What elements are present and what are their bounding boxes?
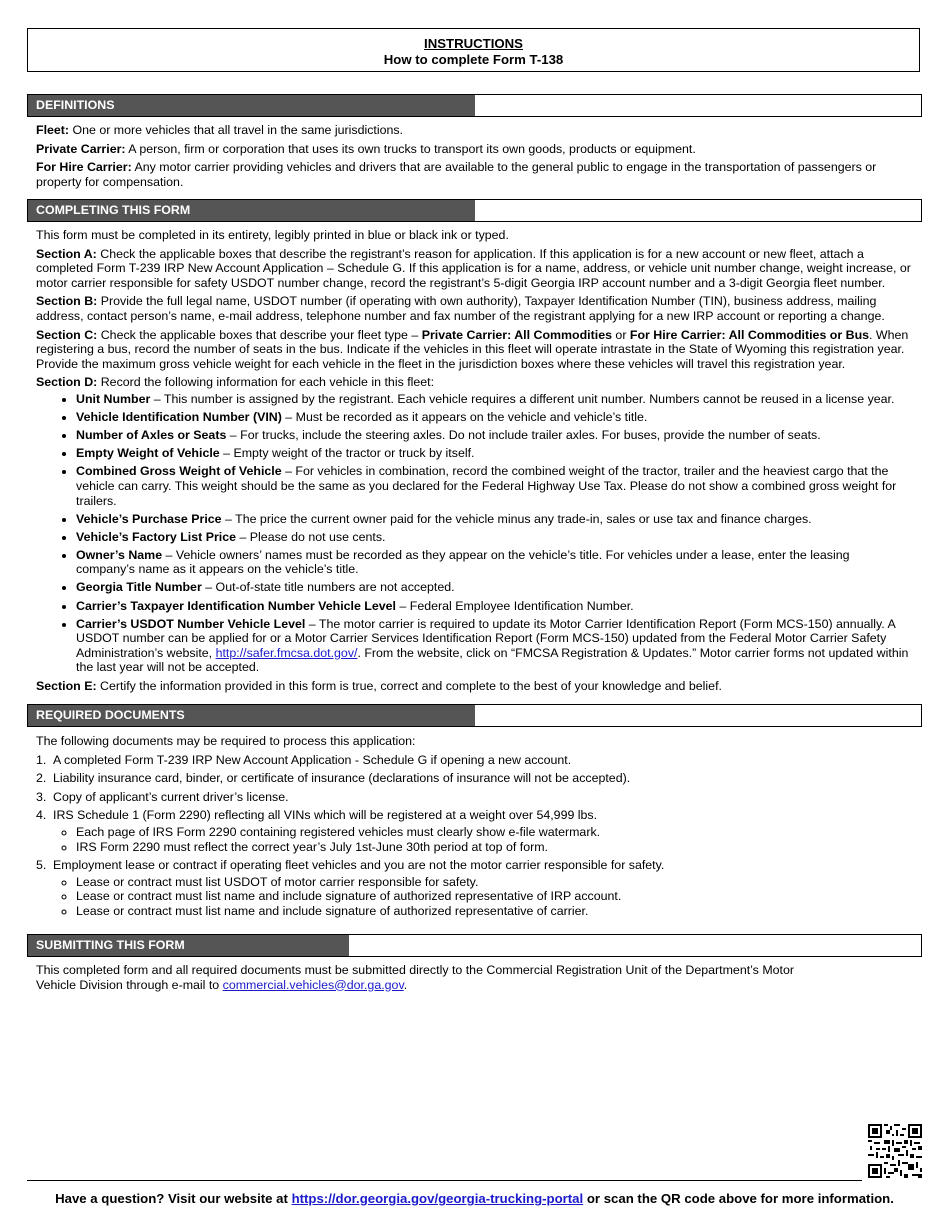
item-term: Carrier’s Taxpayer Identification Number Vehicle Level xyxy=(76,598,396,613)
item-text: – This number is assigned by the registrant. Each vehicle requires a different unit number. Numbers cannot be reused in a license year. xyxy=(150,391,895,406)
item-text: A completed Form T-239 IRP New Account Application - Schedule G if opening a new account. xyxy=(53,752,572,767)
required-block xyxy=(36,734,911,923)
item-text: IRS Schedule 1 (Form 2290) reflecting all VINs which will be registered at a weight over 54,999 lbs. xyxy=(53,808,598,823)
qr-code-icon xyxy=(868,1124,922,1178)
section-b xyxy=(36,294,911,323)
required-list xyxy=(36,753,911,919)
completing-intro: This form must be completed in its entirety, legibly printed in blue or black ink or typed. xyxy=(36,228,509,242)
item-text: . From the website, click on “FMCSA Registration & Updates.” Motor carrier forms not updated within the last year will not be accepted. xyxy=(76,645,909,675)
definition-text: One or more vehicles that all travel in the same jurisdictions. xyxy=(69,123,404,137)
title-box xyxy=(27,28,920,72)
item-text: – Out-of-state title numbers are not accepted. xyxy=(201,580,455,595)
item-text: – The price the current owner paid for the vehicle minus any trade-in, sales or use tax and finance charges. xyxy=(221,511,812,526)
definition-text: Any motor carrier providing vehicles and drivers that are available to the general public to engage in the transportation of passengers or property for compensation. xyxy=(36,160,877,189)
section-d-text: Record the following information for each vehicle in this fleet: xyxy=(97,375,435,390)
item-number: 5. xyxy=(36,858,47,873)
list-item xyxy=(76,410,911,425)
sub-list xyxy=(53,825,911,854)
item-text: – Must be recorded as it appears on the vehicle and vehicle’s title. xyxy=(281,410,648,425)
list-item xyxy=(76,599,911,614)
definition-item xyxy=(36,123,911,138)
list-item xyxy=(36,790,911,805)
item-term: Vehicle Identification Number (VIN) xyxy=(76,410,282,425)
item-text: – For vehicles in combination, record the combined weight of the tractor, trailer and the heaviest cargo that the vehicle can carry. This weight should be the same as you declared for the Federal Highway Use Tax. Please do not show a combined gross weight for trailers. xyxy=(76,464,897,508)
sub-list xyxy=(53,875,911,919)
item-term: Owner’s Name xyxy=(76,547,163,562)
definition-text: A person, firm or corporation that uses its own trucks to transport its own goods, products or equipment. xyxy=(125,141,696,156)
section-b-text: Provide the full legal name, USDOT number (if operating with own authority), Taxpayer Identification Number (TIN), business address, mailing address, contact person’s name, e-mail address, telephone number and fax number of the registrant applying for a new IRP account or reporting a change. xyxy=(36,294,885,323)
definition-item xyxy=(36,142,911,157)
item-number: 3. xyxy=(36,789,47,804)
section-c-bold: Private Carrier: All Commodities xyxy=(421,327,612,342)
required-intro: The following documents may be required to process this application: xyxy=(36,734,416,748)
submitting-heading: SUBMITTING THIS FORM xyxy=(28,935,349,956)
list-item xyxy=(76,512,911,527)
list-item xyxy=(76,530,911,545)
item-term: Vehicle’s Purchase Price xyxy=(76,511,222,526)
item-term: Vehicle’s Factory List Price xyxy=(76,529,237,544)
section-e xyxy=(36,679,911,694)
section-a-label: Section A: xyxy=(36,246,97,261)
submitting-line-1: This completed form and all required documents must be submitted directly to the Commercial Registration Unit of the Department’s Motor xyxy=(36,963,794,977)
section-d-list xyxy=(36,392,911,675)
required-heading: REQUIRED DOCUMENTS xyxy=(28,705,475,726)
item-term: Georgia Title Number xyxy=(76,580,202,595)
definition-term: For Hire Carrier: xyxy=(36,160,132,175)
fmcsa-link[interactable]: http://safer.fmcsa.dot.gov/ xyxy=(215,645,358,660)
section-c-text: Check the applicable boxes that describe your fleet type – xyxy=(97,327,422,342)
item-term: Empty Weight of Vehicle xyxy=(76,446,220,461)
sub-list-item: ◦ Each page of IRS Form 2290 containing registered vehicles must clearly show e-file watermark. xyxy=(76,825,911,840)
sub-list-item: ◦ Lease or contract must list name and include signature of authorized representative of carrier. xyxy=(76,904,911,919)
list-item xyxy=(76,464,911,508)
sub-list-item: ◦ Lease or contract must list name and include signature of authorized representative of IRP account. xyxy=(76,889,911,904)
submitting-text: . xyxy=(403,977,408,992)
section-a xyxy=(36,247,911,291)
sub-list-item: ◦ Lease or contract must list USDOT of motor carrier responsible for safety. xyxy=(76,875,911,890)
list-item xyxy=(36,858,911,918)
list-item xyxy=(76,428,911,443)
definition-item xyxy=(36,160,911,189)
page-subtitle: How to complete Form T-138 xyxy=(383,52,564,67)
footer-text: or scan the QR code above for more information. xyxy=(583,1191,894,1206)
list-item xyxy=(76,446,911,461)
list-item xyxy=(36,808,911,854)
item-text: – Please do not use cents. xyxy=(236,529,386,544)
footer-text: Have a question? Visit our website at xyxy=(55,1191,292,1206)
item-text: – Federal Employee Identification Number. xyxy=(395,598,634,613)
definitions-heading: DEFINITIONS xyxy=(28,95,475,116)
section-c-bold: For Hire Carrier: All Commodities or Bus xyxy=(629,327,870,342)
email-link[interactable]: commercial.vehicles@dor.ga.gov xyxy=(222,977,404,992)
item-term: Carrier’s USDOT Number Vehicle Level xyxy=(76,616,306,631)
item-text: – The motor carrier is required to update its Motor Carrier Identification Report (Form MCS-150) annually. A USDOT number can be applied for or a Motor Carrier Services Identification Report (Form MCS-150) updated from the Federal Motor Carrier Safety Administration’s website, xyxy=(76,616,896,660)
item-text: – Empty weight of the tractor or truck by itself. xyxy=(219,446,475,461)
item-text: – Vehicle owners’ names must be recorded as they appear on the vehicle’s title. For vehicles under a lease, enter the leasing company’s name as it appears on the vehicle’s title. xyxy=(76,547,850,577)
section-e-label: Section E: xyxy=(36,679,97,694)
item-number: 4. xyxy=(36,808,47,823)
item-term: Unit Number xyxy=(76,391,151,406)
item-text: Employment lease or contract if operating fleet vehicles and you are not the motor carrier responsible for safety. xyxy=(53,858,665,873)
section-a-text: Check the applicable boxes that describe the registrant’s reason for application. If this application is for a new account or new fleet, attach a completed Form T-239 IRP New Account Application – Schedule G. If this application is for a name, address, or vehicle unit number change, weight increase, or motor carrier responsible for safety USDOT number change, record the registrant’s 5-digit Georgia IRP account number and a 3-digit Georgia fleet number. xyxy=(36,246,911,290)
definitions-block xyxy=(36,123,911,193)
item-number: 2. xyxy=(36,771,47,786)
submitting-block xyxy=(36,963,911,992)
submitting-line-2 xyxy=(36,978,911,993)
submitting-header xyxy=(27,934,922,957)
list-item xyxy=(76,617,911,675)
section-d xyxy=(36,375,911,390)
section-c-text: . When registering a bus, record the number of seats in the bus. Indicate if the vehicles in this fleet will operate intrastate in the State of Wyoming this registration year. Provide the maximum gross vehicle weight for each vehicle in the fleet in the jurisdiction boxes where these vehicles will travel this registration year. xyxy=(36,327,909,371)
trucking-portal-link[interactable]: https://dor.georgia.gov/georgia-trucking-portal xyxy=(291,1191,584,1206)
completing-header xyxy=(27,199,922,222)
section-c-label: Section C: xyxy=(36,327,98,342)
completing-heading: COMPLETING THIS FORM xyxy=(28,200,475,221)
section-d-label: Section D: xyxy=(36,375,98,390)
definitions-header xyxy=(27,94,922,117)
section-c-text: or xyxy=(611,327,630,342)
completing-block xyxy=(36,228,911,698)
list-item xyxy=(76,392,911,407)
submitting-text: Vehicle Division through e-mail to xyxy=(36,977,223,992)
footer xyxy=(27,1191,922,1207)
list-item xyxy=(76,548,911,577)
footer-divider xyxy=(27,1180,862,1181)
item-text: – For trucks, include the steering axles. Do not include trailer axles. For buses, provide the number of seats. xyxy=(226,428,821,443)
sub-list-item: ◦ IRS Form 2290 must reflect the correct year’s July 1st-June 30th period at top of form. xyxy=(76,840,911,855)
item-text: Copy of applicant’s current driver’s license. xyxy=(53,789,289,804)
item-term: Number of Axles or Seats xyxy=(76,428,227,443)
definition-term: Private Carrier: xyxy=(36,141,126,156)
item-text: Liability insurance card, binder, or certificate of insurance (declarations of insurance will not be accepted). xyxy=(53,771,631,786)
item-term: Combined Gross Weight of Vehicle xyxy=(76,464,282,479)
list-item xyxy=(36,753,911,768)
section-b-label: Section B: xyxy=(36,294,98,309)
section-e-text: Certify the information provided in this form is true, correct and complete to the best of your knowledge and belief. xyxy=(96,679,722,694)
definition-term: Fleet: xyxy=(36,123,70,137)
required-header xyxy=(27,704,922,727)
section-c xyxy=(36,328,911,372)
list-item xyxy=(36,771,911,786)
list-item xyxy=(76,580,911,595)
item-number: 1. xyxy=(36,752,47,767)
page-title: INSTRUCTIONS xyxy=(424,36,523,51)
